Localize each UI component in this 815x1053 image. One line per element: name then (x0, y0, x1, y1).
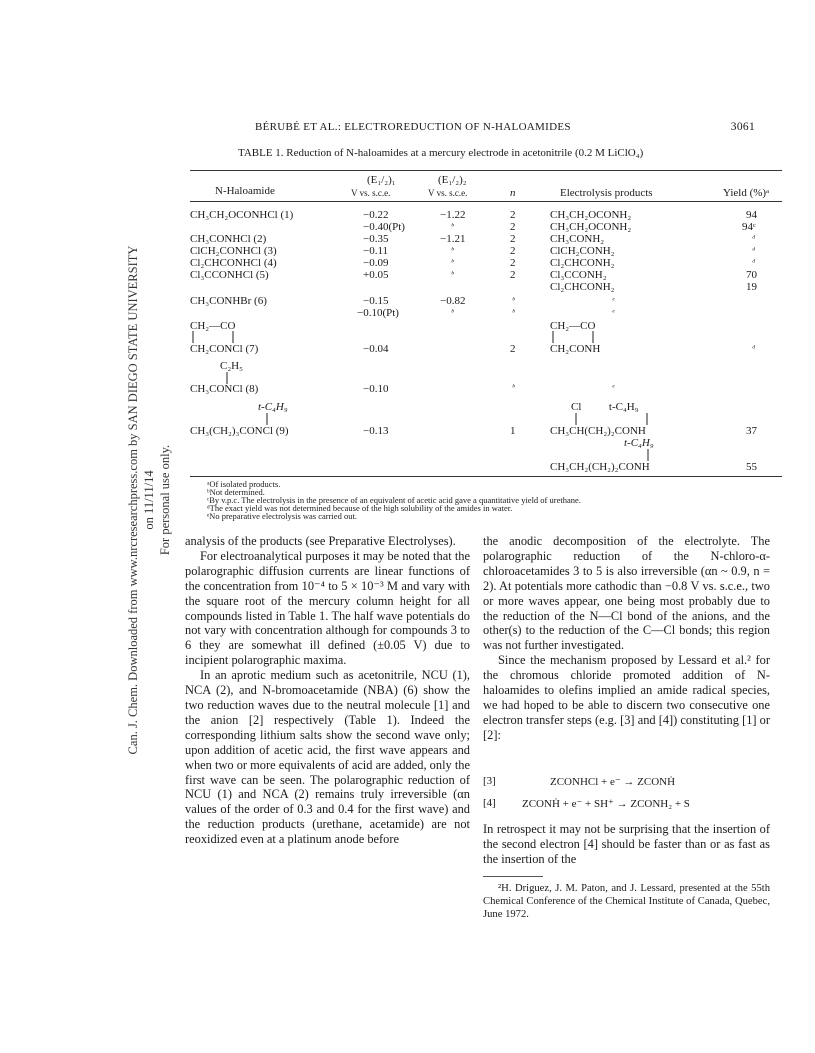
header-e1-bottom: V vs. s.c.e. (351, 188, 391, 198)
running-header (255, 121, 755, 133)
header-e1-top: (E₁/₂)₁ (367, 174, 396, 186)
cell-n: 2 (510, 233, 516, 245)
cell-n: 2 (510, 245, 516, 257)
right-column-continued (483, 822, 770, 867)
cell-n: 2 (510, 269, 516, 281)
cell-product: ᵉ (612, 295, 615, 305)
cell-compound: CH₃CH₂OCONHCl (1) (190, 209, 294, 221)
cell-compound: Cl₂CHCONHCl (4) (190, 257, 277, 269)
watermark-line-1: Can. J. Chem. Downloaded from www.nrcresearchpress.com by SAN DIEGO STATE UNIVERSITY on 11/11/14 (126, 245, 156, 755)
footnote-c: ᶜBy v.p.c. The electrolysis in the presence of an equivalent of acetic acid gave a quantitative yield of urethane. (207, 495, 581, 505)
cell-e2: ᵇ (451, 257, 454, 267)
cell-yield: ᵈ (752, 343, 755, 353)
cell-product: CH₃CH₂OCONH₂ (550, 221, 632, 233)
table-caption: TABLE 1. Reduction of N-haloamides at a mercury electrode in acetonitrile (0.2 M LiClO₄) (238, 147, 644, 159)
cell-yield: 19 (746, 281, 757, 293)
cell-compound: C₂H₅ (220, 360, 243, 372)
page-number: 3061 (730, 121, 755, 133)
cell-e1: −0.35 (363, 233, 389, 245)
cell-yield: ᵈ (752, 233, 755, 243)
footnote-rule (483, 876, 543, 877)
cell-product: ᵉ (612, 382, 615, 392)
cell-compound: Cl₃CCONHCl (5) (190, 269, 269, 281)
cell-compound: CH₃CONHBr (6) (190, 295, 267, 307)
footnote-b: ᵇNot determined. (207, 487, 265, 497)
cell-e2: ᵇ (451, 221, 454, 231)
cell-product: CH₂—CO (550, 320, 596, 332)
cell-product: Cl₂CHCONH₂ (550, 257, 615, 269)
cell-e1: −0.22 (363, 209, 389, 221)
equation-4-label: [4] (483, 797, 496, 809)
header-e2-top: (E₁/₂)₂ (438, 174, 467, 186)
cell-e1: −0.40(Pt) (363, 221, 405, 233)
cell-compound: CH₃CONHCl (2) (190, 233, 267, 245)
paragraph: For electroanalytical purposes it may be noted that the polarographic diffusion currents are linear functions of the concentration from 10⁻⁴ to 5 × 10⁻³ M and vary with the square root of the mercury column height for all compounds listed in Table 1. The half wave potentials do not vary with concentration although for compounds 3 to 6 they are somewhat ill defined (±0.05 V) due to incipient polarographic maxima. (185, 548, 470, 668)
footnote-e: ᵉNo preparative electrolysis was carried out. (207, 511, 357, 521)
cell-e2: −0.82 (440, 295, 466, 307)
header-e2-bottom: V vs. s.c.e. (428, 188, 468, 198)
cell-n: 2 (510, 257, 516, 269)
running-title: BÉRUBÉ ET AL.: ELECTROREDUCTION OF N-HALOAMIDES (255, 121, 571, 133)
table-bottom-rule (190, 476, 782, 477)
table-header-rule (190, 201, 782, 202)
left-column (185, 534, 470, 847)
cell-yield: 37 (746, 425, 757, 437)
cell-product: Cl t-C₄H₉ (571, 401, 639, 413)
cell-compound: CH₃(CH₂)₃CONCl (9) (190, 425, 289, 437)
header-yield: Yield (%)ᵃ (723, 187, 770, 199)
cell-yield: ᵈ (752, 257, 755, 267)
right-column (483, 534, 770, 743)
equation-3: ZCONHCl + e⁻ → ZCONḢ (550, 776, 676, 788)
cell-n: 2 (510, 221, 516, 233)
cell-n: 1 (510, 425, 516, 437)
cell-e1: +0.05 (363, 269, 389, 281)
cell-yield: ᵈ (752, 245, 755, 255)
cell-e2: −1.21 (440, 233, 466, 245)
cell-n: 2 (510, 209, 516, 221)
cell-compound: ClCH₂CONHCl (3) (190, 245, 277, 257)
cell-e1: −0.10 (363, 383, 389, 395)
paragraph: In retrospect it may not be surprising that the insertion of the second electron [4] should be faster than or as fast as the insertion of the (483, 822, 770, 866)
cell-n: 2 (510, 343, 516, 355)
cell-product: ᵉ (612, 307, 615, 317)
paragraph: the anodic decomposition of the electrolyte. The polarographic reduction of the N-chloro-α-chloroacetamides 3 to 5 is also irreversible (αn ~ 0.9, n = 2). At potentials more cathodic than −0.8 V vs. s.c.e., two or more waves appear, one being most probably due to the reduction of the N—Cl bond of the anions, and the other(s) to the reduction of the C—Cl bonds; this region was not further investigated. (483, 534, 770, 653)
cell-product: Cl₃CCONH₂ (550, 269, 607, 281)
cell-product: t-C₄H₉ (624, 437, 654, 449)
cell-yield: 55 (746, 461, 757, 473)
cell-n: ᵇ (512, 382, 515, 392)
paragraph: Since the mechanism proposed by Lessard et al.² for the chromous chloride promoted addition of N-haloamides to olefins implied an amide radical species, we had hoped to be able to discern two consecutive one electron transfer steps (e.g. [3] and [4]) constituting [1] or [2]: (483, 653, 770, 742)
cell-e1: −0.15 (363, 295, 389, 307)
footnote-d: ᵈThe exact yield was not determined because of the high solubility of the amides in water. (207, 503, 513, 513)
table-top-rule (190, 170, 782, 171)
header-haloamide: N-Haloamide (215, 185, 275, 197)
cell-product: CH₃CH₂OCONH₂ (550, 209, 632, 221)
cell-yield: 94ᶜ (742, 221, 756, 233)
cell-product: CH₂CONH (550, 343, 601, 355)
butyl-bond-lower (646, 449, 650, 461)
cell-e1: −0.13 (363, 425, 389, 437)
cell-product: CH₃CH₂(CH₂)₂CONH (550, 461, 650, 473)
cell-e2: ᵇ (451, 245, 454, 255)
header-products: Electrolysis products (560, 187, 653, 199)
cell-product: CH₃CH(CH₂)₂CONH (550, 425, 646, 437)
cell-product: CH₃CONH₂ (550, 233, 605, 245)
cell-e1: −0.11 (363, 245, 389, 257)
paragraph: In an aprotic medium such as acetonitrile, NCU (1), NCA (2), and N-bromoacetamide (NBA) (6) show the two reduction waves due to the neutral molecule [1] and the anion [2] respectively (Table 1). Indeed the corresponding lithium salts show the second wave only; upon addition of acetic acid, the first wave appears and when two or more equivalents of acid are added, only the first wave can be seen. The polarographic reduction of NCU (1) and NCA (2) remains truly irreversible (αn values of the order of 0.3 and 0.4 for the first wave) and the reduction products (urethane, acetamide) are not reoxidized even at a platinum anode before (185, 668, 470, 847)
cell-yield: 94 (746, 209, 757, 221)
cell-compound: CH₃CONCl (8) (190, 383, 259, 395)
cell-product: Cl₂CHCONH₂ (550, 281, 615, 293)
equation-4: ZCONḢ + e⁻ + SH⁺ → ZCONH₂ + S (522, 798, 690, 810)
header-n: n (510, 187, 516, 199)
butyl-bonds (265, 413, 685, 425)
cell-compound: t-C₄H₉ (258, 401, 288, 413)
cell-e1: −0.04 (363, 343, 389, 355)
equation-3-label: [3] (483, 775, 496, 787)
cell-e1: −0.10(Pt) (357, 307, 399, 319)
cell-e2: ᵇ (451, 307, 454, 317)
watermark-line-2: For personal use only. (158, 444, 172, 556)
column-footnote (483, 882, 770, 921)
paragraph: analysis of the products (see Preparative Electrolyses). (185, 534, 456, 548)
cell-e2: ᵇ (451, 269, 454, 279)
footnote-2: ²H. Driguez, J. M. Paton, and J. Lessard, presented at the 55th Chemical Conference of the Chemical Institute of Canada, Quebec, June 1972. (483, 883, 770, 920)
cell-compound: CH₂CONCl (7) (190, 343, 259, 355)
cell-e2: −1.22 (440, 209, 466, 221)
cell-e1: −0.09 (363, 257, 389, 269)
cell-compound: CH₂—CO (190, 320, 236, 332)
cell-n: ᵇ (512, 307, 515, 317)
cell-product: ClCH₂CONH₂ (550, 245, 615, 257)
cell-yield: 70 (746, 269, 757, 281)
download-watermark (125, 245, 172, 755)
cell-n: ᵇ (512, 295, 515, 305)
footnote-a: ᵃOf isolated products. (207, 479, 281, 489)
